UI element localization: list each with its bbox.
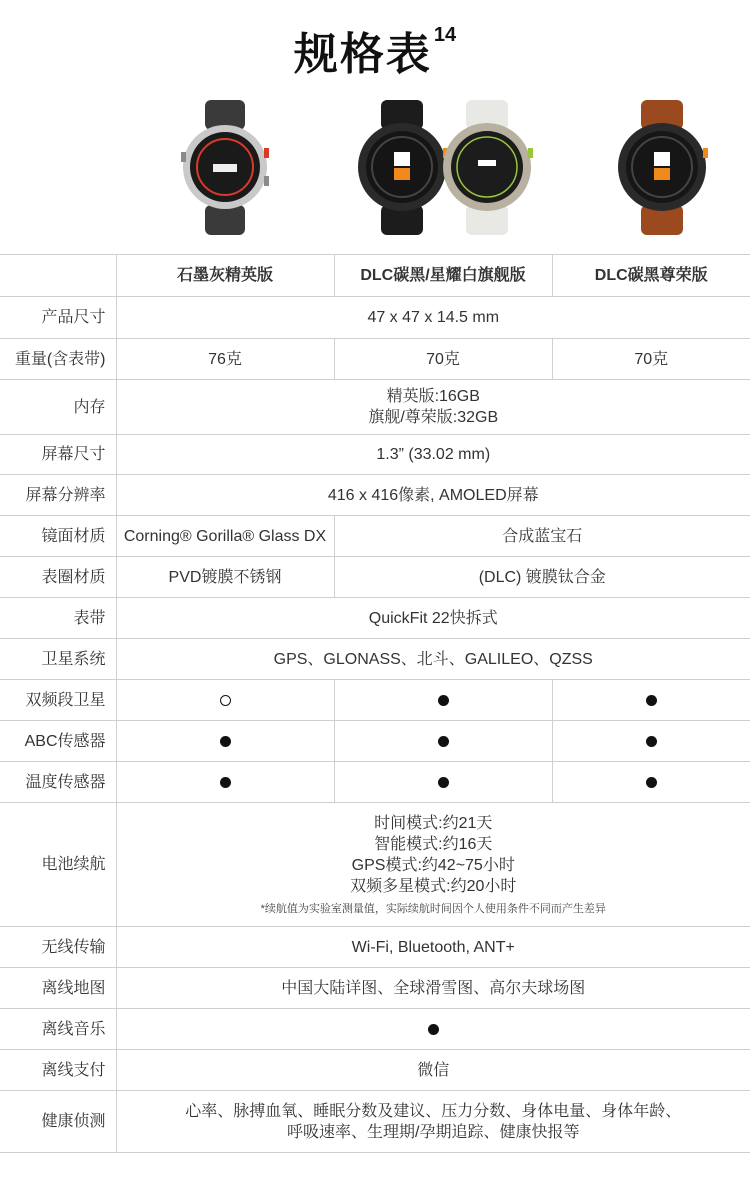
cell-value: Corning® Gorilla® Glass DX bbox=[116, 516, 334, 557]
table-row bbox=[0, 1050, 750, 1091]
watch-dlc-leather bbox=[615, 100, 710, 235]
row-label: 无线传输 bbox=[0, 927, 116, 968]
cell-value bbox=[116, 380, 750, 435]
cell-value: 76克 bbox=[116, 339, 334, 380]
cell-value: 70克 bbox=[334, 339, 552, 380]
row-label: 表圈材质 bbox=[0, 557, 116, 598]
watch-starlight-white bbox=[440, 100, 535, 235]
row-label: ABC传感器 bbox=[0, 721, 116, 762]
table-row bbox=[0, 721, 750, 762]
row-label: 离线音乐 bbox=[0, 1009, 116, 1050]
cell-value: 416 x 416像素, AMOLED屏幕 bbox=[116, 475, 750, 516]
title-text: 规格表 bbox=[293, 30, 432, 79]
table-row bbox=[0, 339, 750, 380]
health-line: 呼吸速率、生理期/孕期追踪、健康快报等 bbox=[287, 1123, 580, 1141]
page-title bbox=[0, 18, 750, 82]
battery-line: 双频多星模式:约20小时 bbox=[350, 877, 517, 895]
cell-value bbox=[116, 1091, 750, 1153]
health-line: 心率、脉搏血氧、睡眠分数及建议、压力分数、身体电量、身体年龄、 bbox=[185, 1102, 682, 1120]
cell-value bbox=[334, 680, 552, 721]
memory-line: 旗舰/尊荣版:32GB bbox=[368, 409, 499, 426]
table-row bbox=[0, 1009, 750, 1050]
row-label: 屏幕分辨率 bbox=[0, 475, 116, 516]
cell-value: 微信 bbox=[116, 1050, 750, 1091]
column-header: DLC碳黑尊荣版 bbox=[552, 255, 750, 297]
column-header: 石墨灰精英版 bbox=[116, 255, 334, 297]
supported-icon bbox=[438, 695, 449, 706]
table-row bbox=[0, 639, 750, 680]
row-label: 电池续航 bbox=[0, 803, 116, 927]
table-row bbox=[0, 516, 750, 557]
column-header: DLC碳黑/星耀白旗舰版 bbox=[334, 255, 552, 297]
table-header-row bbox=[0, 255, 750, 297]
table-row bbox=[0, 475, 750, 516]
cell-value bbox=[116, 680, 334, 721]
cell-value: GPS、GLONASS、北斗、GALILEO、QZSS bbox=[116, 639, 750, 680]
cell-value: 1.3” (33.02 mm) bbox=[116, 435, 750, 475]
supported-icon bbox=[438, 736, 449, 747]
row-label: 双频段卫星 bbox=[0, 680, 116, 721]
supported-icon bbox=[646, 736, 657, 747]
watch-dlc-black bbox=[355, 100, 450, 235]
battery-line: 智能模式:约16天 bbox=[374, 835, 493, 853]
cell-value bbox=[116, 803, 750, 927]
watch-steel-gray bbox=[180, 100, 270, 235]
header-empty-cell bbox=[0, 255, 116, 297]
row-label: 重量(含表带) bbox=[0, 339, 116, 380]
row-label: 离线支付 bbox=[0, 1050, 116, 1091]
battery-line: GPS模式:约42~75小时 bbox=[351, 856, 515, 874]
cell-value bbox=[116, 762, 334, 803]
cell-value bbox=[334, 762, 552, 803]
cell-value bbox=[552, 680, 750, 721]
battery-line: 时间模式:约21天 bbox=[374, 814, 493, 832]
cell-value bbox=[116, 721, 334, 762]
row-label: 屏幕尺寸 bbox=[0, 435, 116, 475]
cell-value: QuickFit 22快拆式 bbox=[116, 598, 750, 639]
cell-value: 中国大陆详图、全球滑雪图、高尔夫球场图 bbox=[116, 968, 750, 1009]
row-label: 内存 bbox=[0, 380, 116, 435]
supported-icon bbox=[220, 736, 231, 747]
table-row bbox=[0, 1091, 750, 1153]
row-label: 表带 bbox=[0, 598, 116, 639]
table-row bbox=[0, 557, 750, 598]
table-row bbox=[0, 680, 750, 721]
row-label: 产品尺寸 bbox=[0, 297, 116, 339]
table-row bbox=[0, 968, 750, 1009]
cell-value bbox=[116, 1009, 750, 1050]
table-row bbox=[0, 803, 750, 927]
cell-value: 70克 bbox=[552, 339, 750, 380]
row-label: 卫星系统 bbox=[0, 639, 116, 680]
table-row bbox=[0, 598, 750, 639]
row-label: 镜面材质 bbox=[0, 516, 116, 557]
cell-value: 合成蓝宝石 bbox=[334, 516, 750, 557]
supported-icon bbox=[646, 777, 657, 788]
cell-value: Wi-Fi, Bluetooth, ANT+ bbox=[116, 927, 750, 968]
row-label: 健康侦测 bbox=[0, 1091, 116, 1153]
memory-line: 精英版:16GB bbox=[386, 388, 480, 405]
table-row bbox=[0, 435, 750, 475]
cell-value bbox=[552, 762, 750, 803]
cell-value: 47 x 47 x 14.5 mm bbox=[116, 297, 750, 339]
supported-icon bbox=[646, 695, 657, 706]
spec-table bbox=[0, 254, 750, 1153]
table-row bbox=[0, 927, 750, 968]
watch-gallery bbox=[0, 100, 750, 235]
table-row bbox=[0, 762, 750, 803]
not-supported-icon bbox=[220, 695, 231, 706]
supported-icon bbox=[438, 777, 449, 788]
battery-footnote: *续航值为实验室测量值，实际续航时间因个人使用条件不同而产生差异 bbox=[260, 902, 606, 915]
cell-value bbox=[552, 721, 750, 762]
supported-icon bbox=[220, 777, 231, 788]
row-label: 温度传感器 bbox=[0, 762, 116, 803]
table-row bbox=[0, 380, 750, 435]
cell-value: (DLC) 镀膜钛合金 bbox=[334, 557, 750, 598]
table-row bbox=[0, 297, 750, 339]
cell-value bbox=[334, 721, 552, 762]
cell-value: PVD镀膜不锈钢 bbox=[116, 557, 334, 598]
row-label: 离线地图 bbox=[0, 968, 116, 1009]
footnote-marker: 14 bbox=[433, 24, 457, 46]
supported-icon bbox=[428, 1024, 439, 1035]
